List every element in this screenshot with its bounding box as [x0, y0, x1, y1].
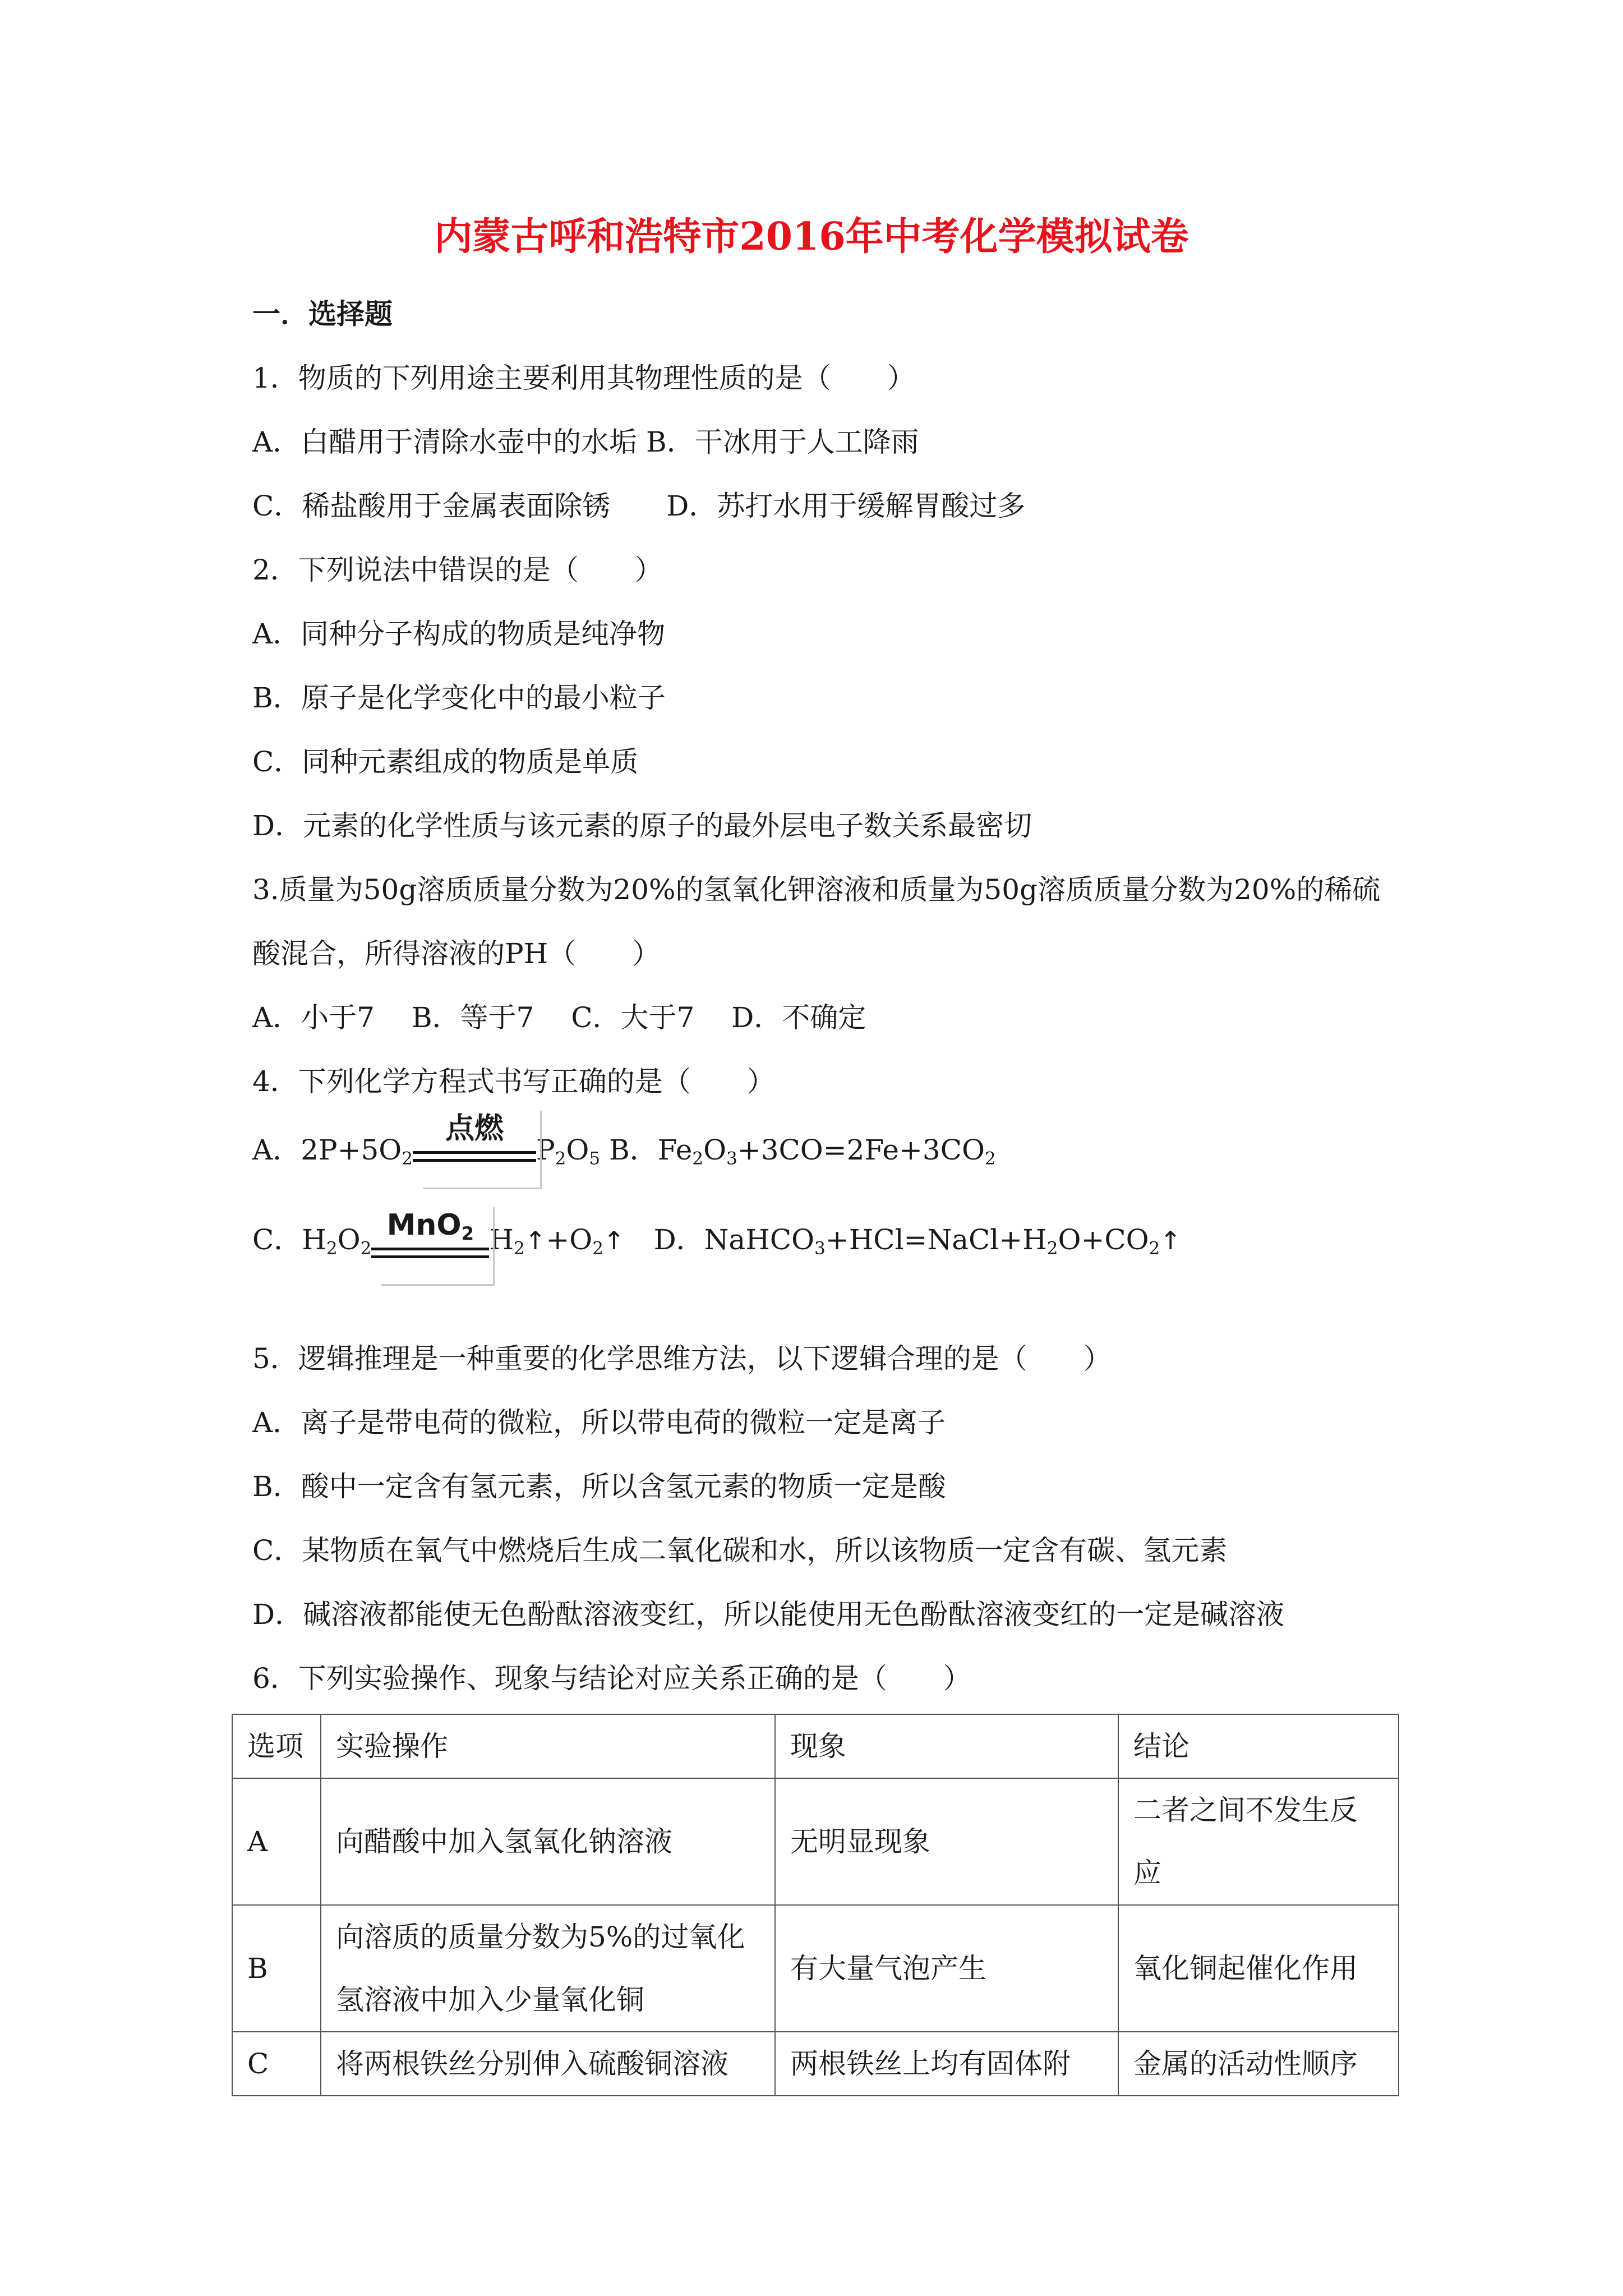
cell-option: A: [232, 1778, 321, 1905]
q5-option-d: D．碱溶液都能使无色酚酞溶液变红，所以能使用无色酚酞溶液变红的一定是碱溶液: [252, 1598, 1285, 1631]
q4-c-condition: MnO$_2$: [371, 1207, 489, 1286]
q4-c-reactant: C．$H_2O_2$: [252, 1223, 372, 1259]
header-operation: 实验操作: [321, 1714, 775, 1778]
q5-option-b: B．酸中一定含有氢元素，所以含氢元素的物质一定是酸: [252, 1470, 946, 1503]
cell-phenomenon: 有大量气泡产生: [775, 1905, 1118, 2032]
q3-stem-line1: 3.质量为50g溶质质量分数为20%的氢氧化钾溶液和质量为50g溶质质量分数为20%的稀硫: [252, 873, 1381, 906]
q4-c-condition-label: MnO: [386, 1208, 462, 1242]
q4-options-ab: [252, 1111, 996, 1189]
section-heading: 一．选择题: [252, 297, 393, 330]
q4-option-b: B．$Fe_2O_3+3CO=2Fe+3CO_2$: [609, 1134, 996, 1169]
q2-stem: 2．下列说法中错误的是（ ）: [252, 554, 663, 586]
q4-c-products: $H_2↑+O_2↑$: [489, 1223, 625, 1259]
q5-stem: 5．逻辑推理是一种重要的化学思维方法，以下逻辑合理的是（ ）: [252, 1342, 1112, 1375]
cell-option: B: [232, 1905, 321, 2032]
experiment-table: [232, 1714, 1399, 2096]
cell-conclusion: 金属的活动性顺序: [1118, 2032, 1399, 2096]
cell-phenomenon: 无明显现象: [775, 1778, 1118, 1905]
q2-option-b: B．原子是化学变化中的最小粒子: [252, 682, 666, 714]
q5-option-c: C．某物质在氧气中燃烧后生成二氧化碳和水，所以该物质一定含有碳、氢元素: [252, 1534, 1228, 1567]
q4-stem: 4．下列化学方程式书写正确的是（ ）: [252, 1065, 775, 1098]
table-row: [232, 1778, 1399, 1905]
q4-a-condition-label: 点燃: [445, 1112, 504, 1145]
table-row: [232, 1905, 1399, 2032]
q2-option-c: C．同种元素组成的物质是单质: [252, 746, 639, 778]
cell-operation: 将两根铁丝分别伸入硫酸铜溶液: [321, 2032, 775, 2096]
header-conclusion: 结论: [1118, 1714, 1399, 1778]
cell-conclusion: 氧化铜起催化作用: [1118, 1905, 1399, 2032]
q1-options-cd: C．稀盐酸用于金属表面除锈 D．苏打水用于缓解胃酸过多: [252, 490, 1026, 522]
q4-a-reactants: A．$2P+5O_2$: [252, 1134, 413, 1169]
q6-stem: 6．下列实验操作、现象与结论对应关系正确的是（ ）: [252, 1662, 971, 1695]
q2-option-a: A．同种分子构成的物质是纯净物: [252, 618, 666, 650]
header-option: 选项: [232, 1714, 321, 1778]
q1-stem: 1．物质的下列用途主要利用其物理性质的是（ ）: [252, 362, 915, 394]
q1-options-ab: A．白醋用于清除水壶中的水垢 B．干冰用于人工降雨: [252, 426, 919, 458]
q4-a-product: $P_2O_5$: [536, 1134, 601, 1169]
table-row: [232, 2032, 1399, 2096]
q4-a-condition: [413, 1111, 536, 1189]
q3-stem-line2: 酸混合，所得溶液的PH（ ）: [252, 937, 661, 970]
header-phenomenon: 现象: [775, 1714, 1118, 1778]
q4-option-d: D．$NaHCO_3+HCl=NaCl+H_2O+CO_2↑$: [653, 1223, 1182, 1259]
q5-option-a: A．离子是带电荷的微粒，所以带电荷的微粒一定是离子: [252, 1406, 946, 1439]
page-title: 内蒙古呼和浩特市2016年中考化学模拟试卷: [434, 214, 1189, 259]
q4-options-cd: [252, 1195, 1181, 1285]
table-header-row: [232, 1714, 1399, 1778]
cell-conclusion: 二者之间不发生反应: [1118, 1778, 1399, 1905]
q2-option-d: D．元素的化学性质与该元素的原子的最外层电子数关系最密切: [252, 809, 1032, 842]
q3-options: A．小于7 B．等于7 C．大于7 D．不确定: [252, 1001, 866, 1034]
cell-operation: 向醋酸中加入氢氧化钠溶液: [321, 1778, 775, 1905]
cell-operation: 向溶质的质量分数为5%的过氧化氢溶液中加入少量氧化铜: [321, 1905, 775, 2032]
cell-phenomenon: 两根铁丝上均有固体附: [775, 2032, 1118, 2096]
cell-option: C: [232, 2032, 321, 2096]
